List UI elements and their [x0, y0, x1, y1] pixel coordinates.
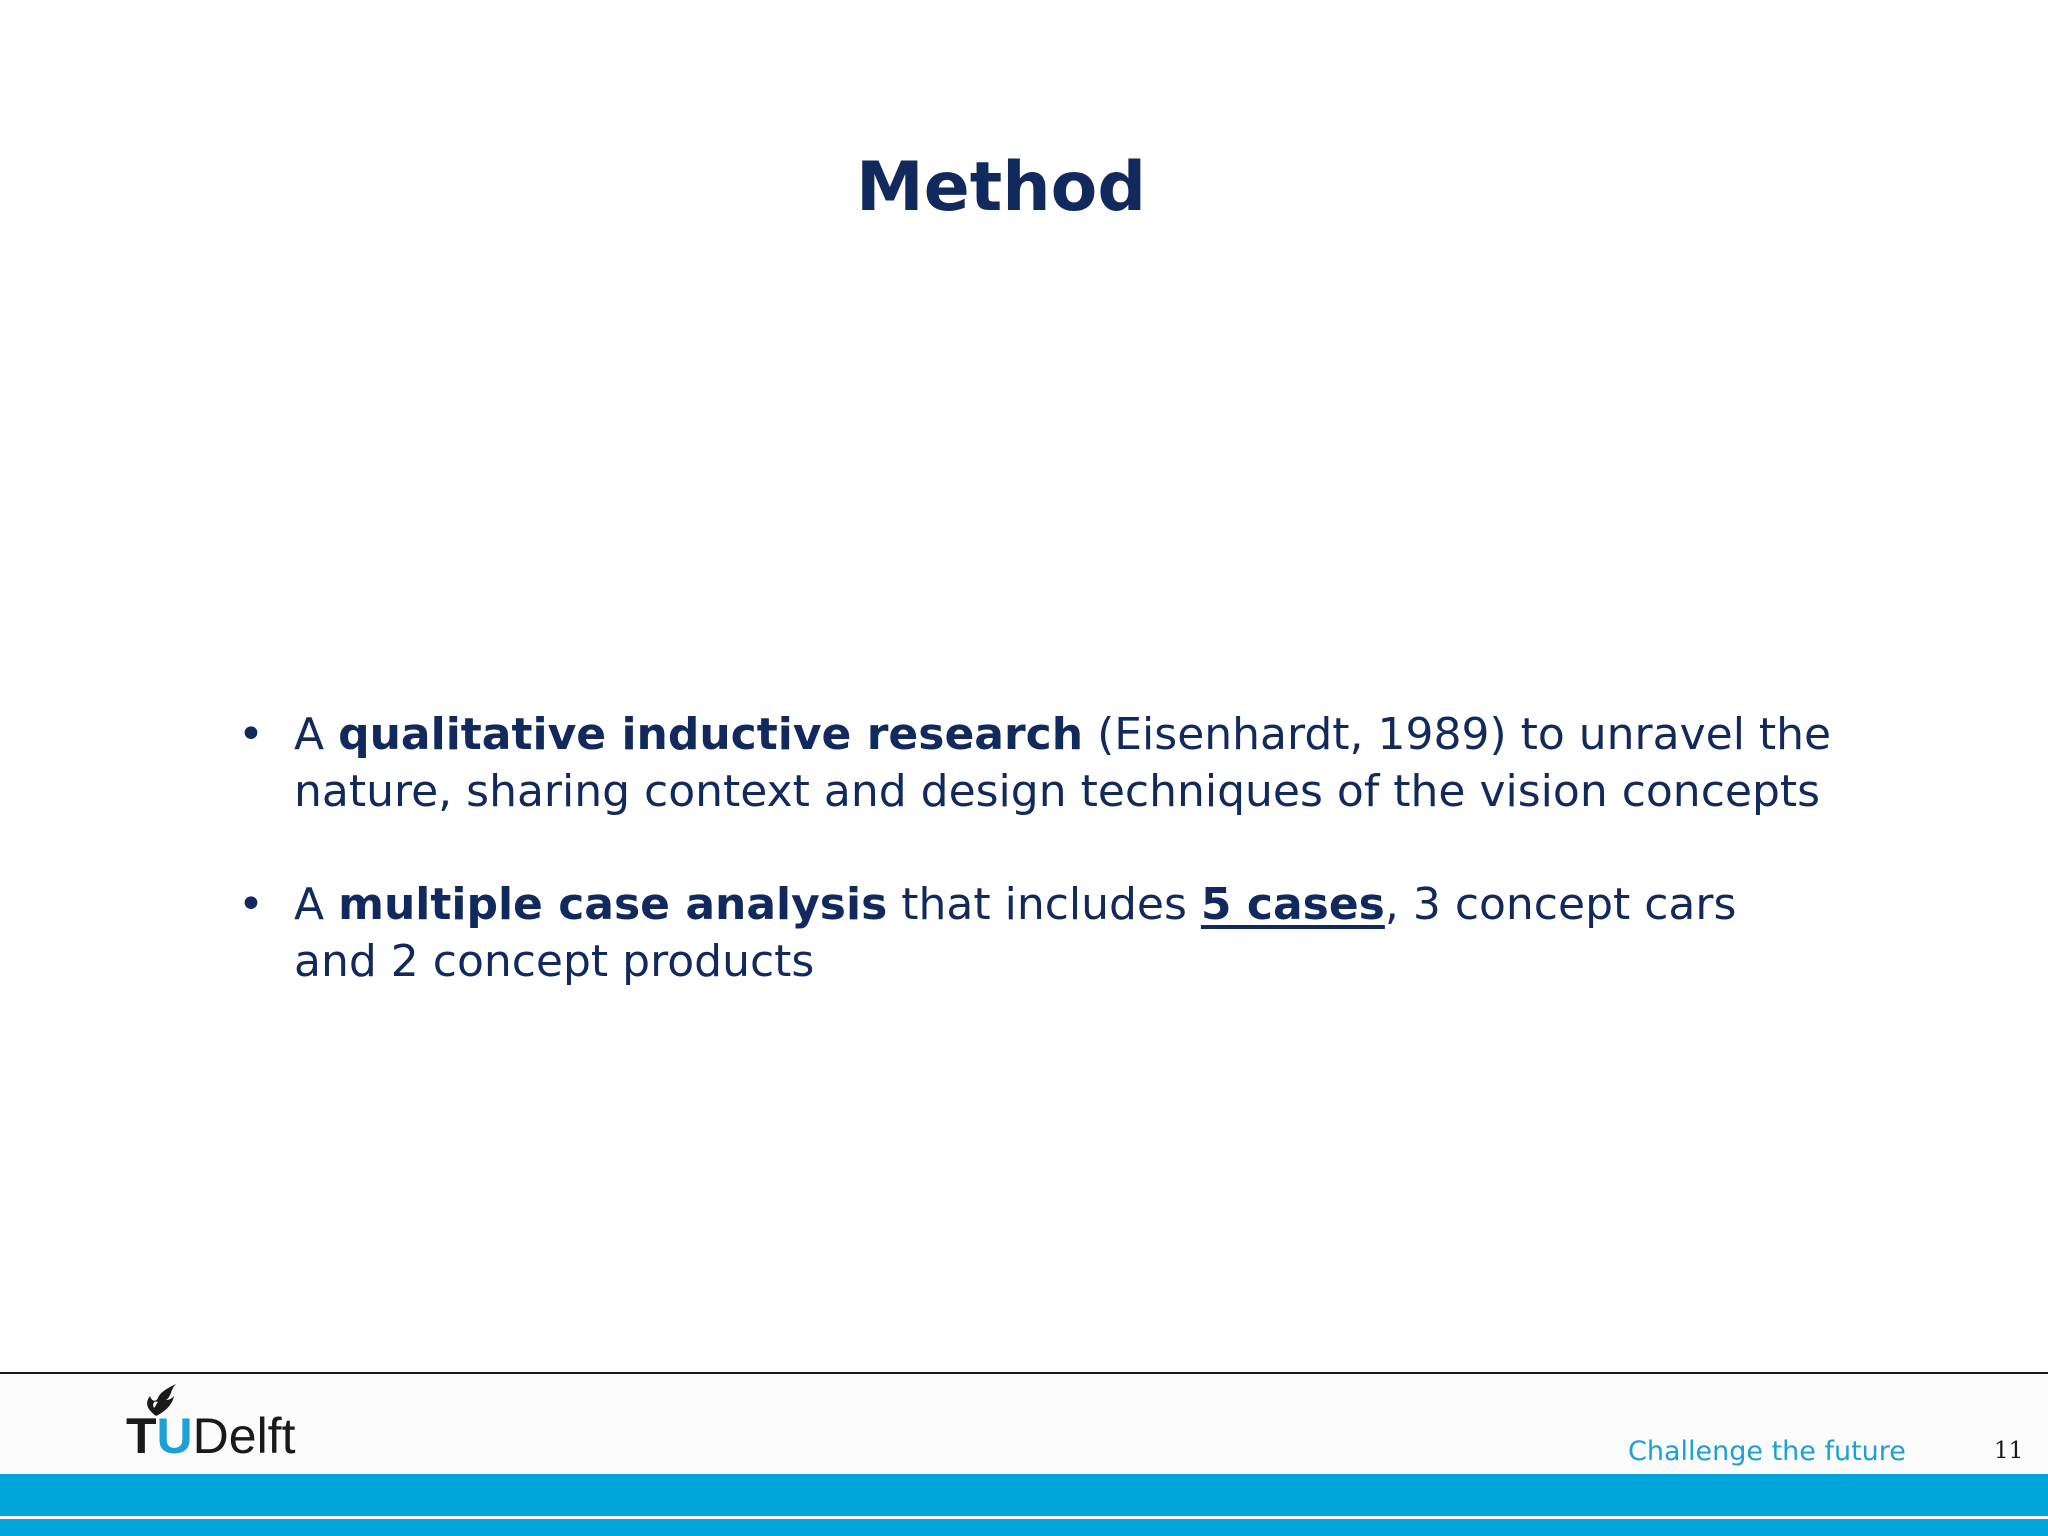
bullet-item-research [232, 706, 1832, 820]
logo-delft: Delft [192, 1408, 296, 1464]
bullet-text: (Eisenhardt, 1989) to unravel the nature, sharing context and design techniques of the vision concepts [294, 709, 1832, 817]
bullet-prefix: A [294, 879, 339, 930]
bullet-text: that includes [887, 879, 1201, 930]
tagline: Challenge the future [1628, 1436, 1906, 1467]
bullet-text: , 3 concept cars and 2 concept products [294, 879, 1737, 987]
bullet-emphasis: qualitative inductive research [338, 709, 1084, 760]
tu-delft-logo [126, 1382, 336, 1464]
page-number: 11 [1994, 1438, 2024, 1464]
footer-band [0, 1474, 2048, 1536]
bullet-icon: • [238, 709, 264, 760]
bullet-prefix: A [294, 709, 339, 760]
bullet-list [232, 706, 1832, 1046]
bullet-emphasis: multiple case analysis [338, 879, 888, 930]
bullet-icon: • [238, 879, 264, 930]
bullet-item-case-analysis [232, 876, 1832, 990]
bullet-highlight: 5 cases [1200, 879, 1385, 930]
logo-wordmark [126, 1408, 295, 1464]
footer-band-line [0, 1516, 2048, 1519]
logo-letter-t: T [126, 1408, 157, 1464]
slide-title: Method [855, 148, 1147, 227]
logo-letter-u: U [156, 1408, 193, 1464]
